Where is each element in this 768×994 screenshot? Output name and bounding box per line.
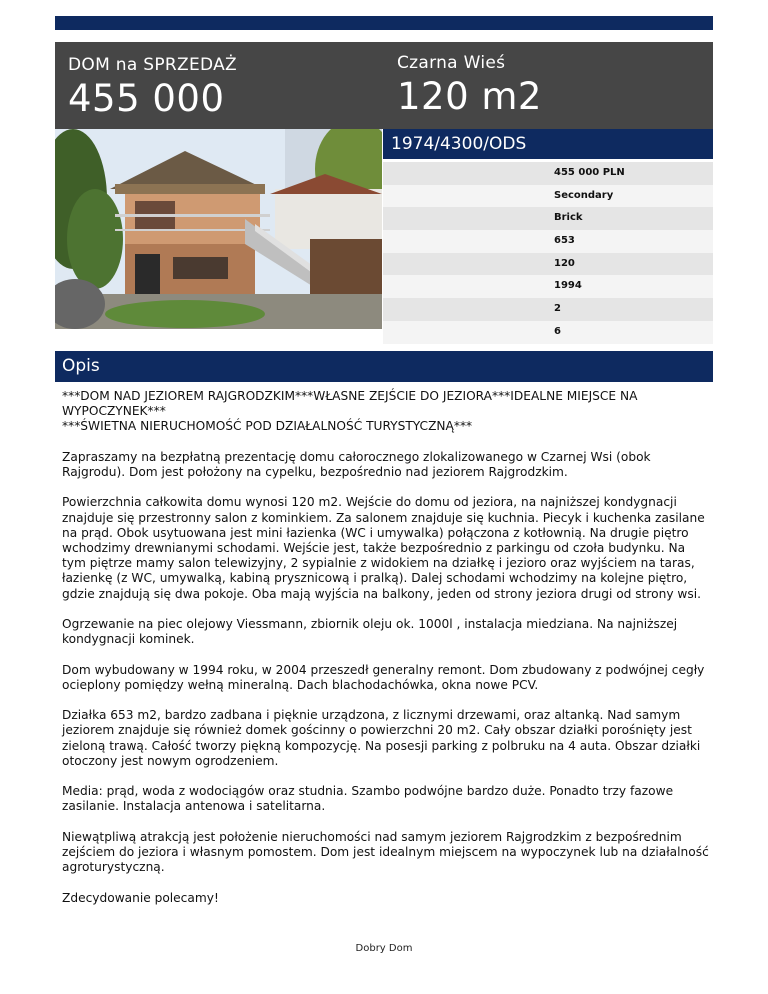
listing-reference-number: 1974/4300/ODS bbox=[383, 129, 713, 159]
description-paragraph: ***DOM NAD JEZIOREM RAJGRODZKIM***WŁASNE ZEJŚCIE DO JEZIORA***IDEALNE MIEJSCE NA WYPOCZYNEK*** ***ŚWIETNA NIERUCHOMOŚĆ POD DZIAŁALNOŚĆ TURYSTYCZNĄ*** bbox=[62, 389, 638, 434]
header-right bbox=[397, 53, 542, 118]
section-title-description: Opis bbox=[55, 351, 713, 382]
detail-market: Secondary bbox=[383, 185, 713, 208]
description-paragraph: Media: prąd, woda z wodociągów oraz studnia. Szambo podwójne bardzo duże. Ponadto trzy fazowe zasilanie. Instalacja antenowa i satelitarna. bbox=[62, 784, 674, 814]
property-photo bbox=[55, 129, 382, 329]
description-paragraph: Dom wybudowany w 1994 roku, w 2004 przeszedł generalny remont. Dom zbudowany z podwójnej cegły ocieplony pomiędzy wełną mineralną. Dach blachodachówka, okna nowe PCV. bbox=[62, 662, 705, 692]
top-accent-bar bbox=[55, 16, 713, 30]
details-table bbox=[383, 162, 713, 344]
detail-price: 455 000 PLN bbox=[383, 162, 713, 185]
description-paragraph: Zapraszamy na bezpłatną prezentację domu całorocznego zlokalizowanego w Czarnej Wsi (obok Rajgrodu). Dom jest położony na cypelku, bezpośrednio nad jeziorem Rajgrodzkim. bbox=[62, 449, 651, 479]
listing-area: 120 m2 bbox=[397, 75, 542, 118]
listing-type-label: DOM na SPRZEDAŻ bbox=[68, 55, 237, 75]
listing-price: 455 000 bbox=[68, 77, 225, 120]
listing-location: Czarna Wieś bbox=[397, 53, 506, 73]
detail-plot-area: 653 bbox=[383, 230, 713, 253]
detail-area: 120 bbox=[383, 253, 713, 276]
detail-material: Brick bbox=[383, 207, 713, 230]
description-body bbox=[62, 389, 710, 921]
detail-floors: 2 bbox=[383, 298, 713, 321]
description-paragraph: Niewątpliwą atrakcją jest położenie nieruchomości nad samym jeziorem Rajgrodzkim z bezpośrednim zejściem do jeziora i własnym pomostem. Dom jest idealnym miejscem na wypoczynek lub na działalność agroturystyczną. bbox=[62, 829, 709, 875]
detail-rooms: 6 bbox=[383, 321, 713, 344]
description-paragraph: Powierzchnia całkowita domu wynosi 120 m2. Wejście do domu od jeziora, na najniższej kondygnacji znajduje się przestronny salon z kominkiem. Za salonem znajduje się kuchnia. Piecyk i kuchenka zasilane na prąd. Obok usytuowana jest mini łazienka (WC i umywalka) połączona z kotłownią. Na drugie piętro wchodzimy drewnianymi schodami. Wejście jest, także bezpośrednio z parkingu od czoła budynku. Na tym piętrze mamy salon telewizyjny, 2 sypialnie z widokiem na działkę i jezioro oraz wyjściem na taras, łazienkę (z WC, umywalką, kabiną prysznicową i pralką). Dalej schodami wchodzimy na kolejne piętro, gdzie znajdują się dwa pokoje. Oba mają wyjścia na balkony, jeden od strony jeziora drugi od strony wsi. bbox=[62, 495, 705, 601]
header-left bbox=[68, 55, 237, 120]
house-illustration bbox=[55, 129, 382, 329]
detail-year-built: 1994 bbox=[383, 275, 713, 298]
description-paragraph: Ogrzewanie na piec olejowy Viessmann, zbiornik oleju ok. 1000l , instalacja miedziana. Na najniższej kondygnacji kominek. bbox=[62, 617, 678, 647]
description-paragraph: Działka 653 m2, bardzo zadbana i pięknie urządzona, z licznymi drzewami, oraz altanką. Nad samym jeziorem znajduje się również domek gościnny o powierzchni 20 m2. Cały obszar działki porośnięty jest zieloną trawą. Całość tworzy piękną kompozycję. Na posesji parking z polbruku na 4 auta. Obszar działki otoczony jest nowym ogrodzeniem. bbox=[62, 708, 701, 768]
description-paragraph: Zdecydowanie polecamy! bbox=[62, 890, 219, 905]
footer-agency-name: Dobry Dom bbox=[355, 943, 413, 954]
listing-header bbox=[55, 42, 713, 129]
